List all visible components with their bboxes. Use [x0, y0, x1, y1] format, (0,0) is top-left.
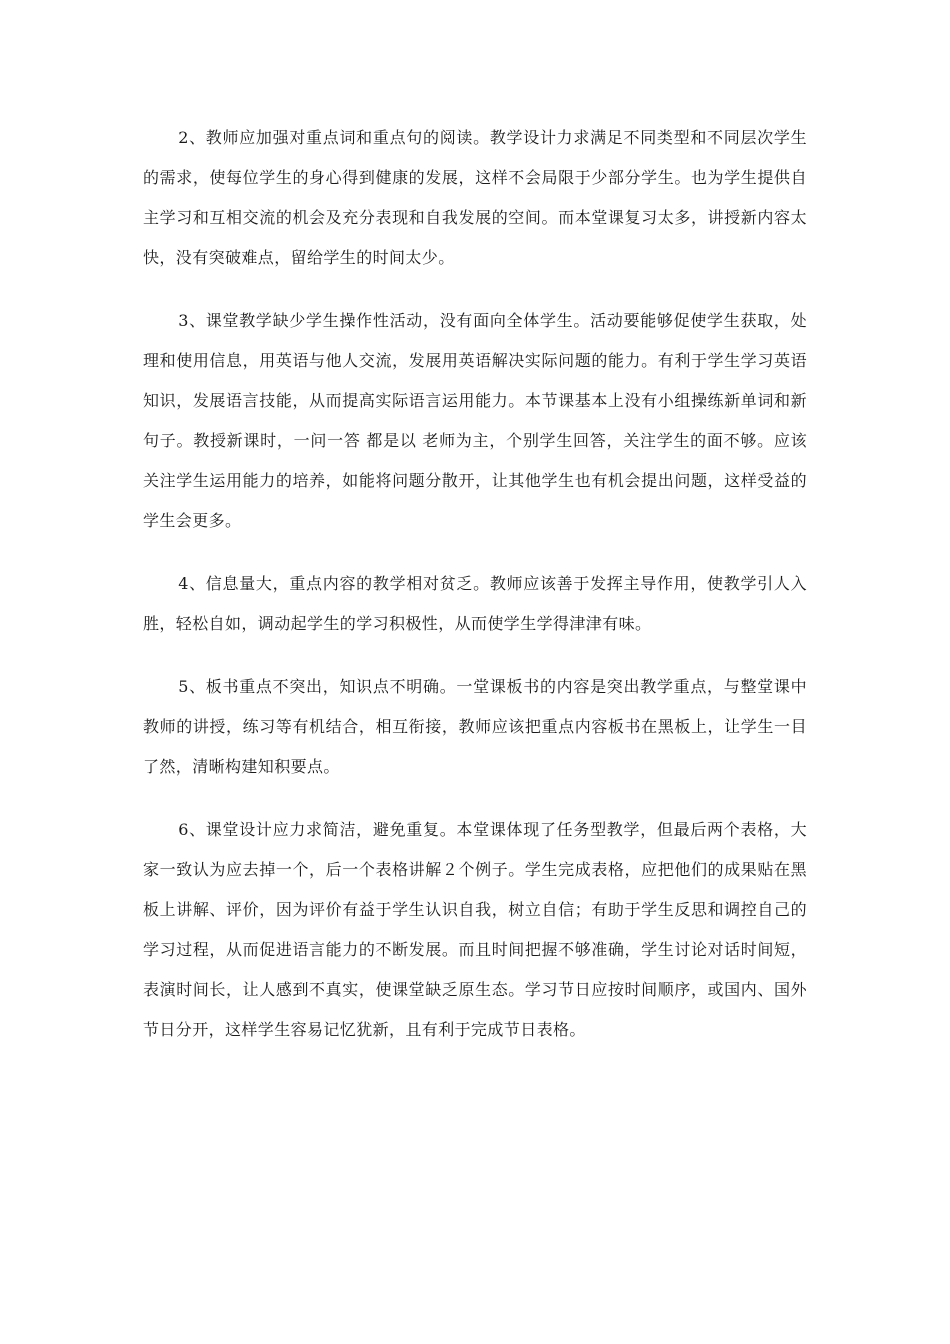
paragraph-2: 2、教师应加强对重点词和重点句的阅读。教学设计力求满足不同类型和不同层次学生的需求，使每位学生的身心得到健康的发展，这样不会局限于少部分学生。也为学生提供自主学习和互相交流的机会及充分表现和自我发展的空间。而本堂课复习太多，讲授新内容太快，没有突破难点，留给学生的时间太少。 [143, 128, 807, 267]
paragraph-6: 6、课堂设计应力求简洁，避免重复。本堂课体现了任务型教学，但最后两个表格，大家一致认为应去掉一个，后一个表格讲解２个例子。学生完成表格，应把他们的成果贴在黑板上讲解、评价，因为评价有益于学生认识自我，树立自信；有助于学生反思和调控自己的学习过程，从而促进语言能力的不断发展。而且时间把握不够准确，学生讨论对话时间短，表演时间长，让人感到不真实，使课堂缺乏原生态。学习节日应按时间顺序，或国内、国外节日分开，这样学生容易记忆犹新，且有利于完成节日表格。 [143, 820, 807, 1039]
paragraph-3: 3、课堂教学缺少学生操作性活动，没有面向全体学生。活动要能够促使学生获取，处理和使用信息，用英语与他人交流，发展用英语解决实际问题的能力。有利于学生学习英语知识，发展语言技能，从而提高实际语言运用能力。本节课基本上没有小组操练新单词和新句子。教授新课时，一问一答 都是以 老师为主，个别学生回答，关注学生的面不够。应该关注学生运用能力的培养，如能将问题分散开，让其他学生也有机会提出问题，这样受益的学生会更多。 [143, 311, 807, 530]
paragraph-4: 4、信息量大，重点内容的教学相对贫乏。教师应该善于发挥主导作用，使教学引人入胜，轻松自如，调动起学生的学习积极性，从而使学生学得津津有味。 [143, 574, 807, 633]
document-body [143, 118, 807, 1073]
paragraph-5: 5、板书重点不突出，知识点不明确。一堂课板书的内容是突出教学重点，与整堂课中教师的讲授，练习等有机结合，相互衔接，教师应该把重点内容板书在黑板上，让学生一目了然，清晰构建知积要点。 [143, 677, 807, 776]
